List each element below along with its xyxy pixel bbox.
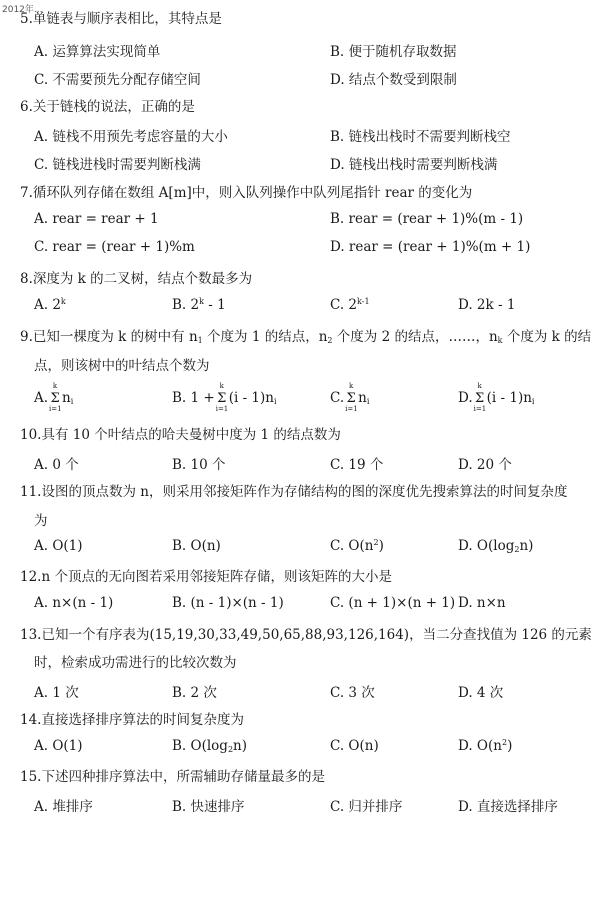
- sum-lower: i=1: [215, 405, 229, 413]
- summation-symbol: [215, 382, 229, 413]
- option-c[interactable]: C. (n + 1)×(n + 1): [330, 595, 456, 611]
- option-tail: n): [519, 538, 534, 554]
- option-a[interactable]: [34, 297, 66, 313]
- option-c[interactable]: C. 链栈进栈时需要判断栈满: [34, 157, 201, 173]
- question-13: [20, 624, 590, 646]
- question-stem: 关于链栈的说法，正确的是: [32, 99, 195, 115]
- question-number: 6.: [20, 99, 33, 115]
- options-row: [0, 153, 600, 175]
- sum-upper: k: [219, 382, 224, 390]
- summation-symbol: [345, 382, 358, 413]
- question-stem: 设图的顶点数为 n，则采用邻接矩阵作为存储结构的图的深度优先搜索算法的时间复杂度: [41, 484, 568, 500]
- option-a[interactable]: A. n×(n - 1): [34, 595, 114, 611]
- sum-lower: i=1: [49, 405, 62, 413]
- option-d[interactable]: [458, 382, 535, 413]
- question-stem: 已知一棵度为 k 的树中有 n: [32, 329, 198, 345]
- question-number: 9.: [20, 329, 33, 345]
- question-5: [20, 8, 590, 30]
- subscript: i: [70, 397, 74, 406]
- option-b[interactable]: [172, 382, 277, 413]
- question-stem: 单链表与顺序表相比，其特点是: [32, 11, 222, 27]
- summation-symbol: [473, 382, 487, 413]
- option-a[interactable]: A. O(1): [34, 738, 83, 754]
- question-stem: 具有 10 个叶结点的哈夫曼树中度为 1 的结点数为: [41, 427, 341, 443]
- question-stem: 时，检索成功需进行的比较次数为: [34, 655, 237, 671]
- option-c[interactable]: C. 19 个: [330, 457, 384, 473]
- options-row: [0, 453, 600, 475]
- superscript: 2: [501, 738, 508, 747]
- options-row: [0, 239, 600, 261]
- question-number: 13.: [20, 627, 42, 643]
- option-a[interactable]: A. 1 次: [34, 685, 79, 701]
- option-c[interactable]: [330, 297, 370, 313]
- summation-symbol: [49, 382, 62, 413]
- question-number: 7.: [20, 185, 33, 201]
- question-13-line2: [34, 652, 600, 674]
- option-d[interactable]: [458, 538, 533, 554]
- option-b[interactable]: B. rear = (rear + 1)%(m - 1): [330, 211, 524, 227]
- question-8: [20, 268, 590, 290]
- sum-upper: k: [477, 382, 482, 390]
- question-number: 12.: [20, 569, 42, 585]
- options-row: [0, 40, 600, 62]
- option-tail: n: [62, 390, 71, 406]
- question-14: [20, 709, 590, 731]
- option-c[interactable]: C. rear = (rear + 1)%m: [34, 239, 195, 255]
- question-stem: 点，则该树中的叶结点个数为: [34, 358, 210, 374]
- option-d[interactable]: D. rear = (rear + 1)%(m + 1): [330, 239, 531, 255]
- option-text: C.: [330, 390, 345, 406]
- option-text: D.: [458, 390, 473, 406]
- option-text: C. O(n: [330, 538, 374, 554]
- option-tail: (i - 1)n: [486, 390, 532, 406]
- options-row: [0, 125, 600, 147]
- option-b[interactable]: [172, 738, 247, 754]
- option-c[interactable]: C. 不需要预先分配存储空间: [34, 72, 201, 88]
- question-number: 11.: [20, 484, 42, 500]
- option-a[interactable]: A. rear = rear + 1: [34, 211, 159, 227]
- subscript: i: [531, 397, 535, 406]
- sum-lower: i=1: [473, 405, 487, 413]
- superscript: k: [199, 297, 204, 306]
- option-tail: ): [378, 538, 384, 554]
- option-text: B. 2: [172, 297, 200, 313]
- options-row: [0, 795, 600, 817]
- option-tail: - 1: [203, 297, 226, 313]
- question-stem: 个度为 2 的结点，……，n: [332, 329, 498, 345]
- option-d[interactable]: D. 2k - 1: [458, 297, 516, 313]
- option-c[interactable]: C. 3 次: [330, 685, 375, 701]
- subscript: i: [366, 397, 370, 406]
- option-text: D. O(n: [458, 738, 502, 754]
- question-12: [20, 566, 590, 588]
- option-tail: ): [507, 738, 513, 754]
- option-text: D. O(log: [458, 538, 515, 554]
- option-c[interactable]: C. O(n): [330, 738, 379, 754]
- question-7: [20, 182, 590, 204]
- options-row: [0, 538, 600, 560]
- sum-upper: k: [52, 382, 58, 390]
- question-number: 14.: [20, 712, 42, 728]
- options-row: [0, 68, 600, 90]
- subscript: 2: [514, 545, 520, 554]
- option-d[interactable]: [458, 738, 512, 754]
- option-text: A. 2: [34, 297, 61, 313]
- options-row: [0, 382, 600, 413]
- sum-sign: Σ: [50, 391, 60, 406]
- option-text: A.: [34, 390, 49, 406]
- question-stem: n 个顶点的无向图若采用邻接矩阵存储，则该矩阵的大小是: [41, 569, 392, 585]
- question-11-line2: [34, 510, 600, 532]
- option-a[interactable]: A. 堆排序: [34, 799, 93, 815]
- option-a[interactable]: A. 运算算法实现简单: [34, 44, 161, 60]
- option-b[interactable]: B. 10 个: [172, 457, 226, 473]
- question-number: 10.: [20, 427, 42, 443]
- question-11: [20, 481, 590, 503]
- superscript: 2: [373, 538, 379, 547]
- sum-sign: Σ: [475, 391, 485, 406]
- option-c[interactable]: C. 归并排序: [330, 799, 403, 815]
- sum-upper: k: [349, 382, 354, 390]
- option-b[interactable]: B. 链栈出栈时不需要判断栈空: [330, 129, 511, 145]
- subscript: 2: [227, 745, 234, 754]
- subscript: 2: [327, 336, 333, 345]
- option-d[interactable]: D. 直接选择排序: [458, 799, 558, 815]
- question-9: [20, 326, 590, 348]
- options-row: [0, 681, 600, 703]
- options-row: [0, 211, 600, 233]
- question-9-line2: [34, 355, 600, 377]
- question-10: [20, 424, 590, 446]
- option-c[interactable]: [330, 382, 370, 413]
- option-d[interactable]: D. 链栈出栈时需要判断栈满: [330, 157, 498, 173]
- option-d[interactable]: D. 结点个数受到限制: [330, 72, 457, 88]
- option-b[interactable]: B. (n - 1)×(n - 1): [172, 595, 284, 611]
- option-text: C. 2: [330, 297, 358, 313]
- option-tail: n: [358, 390, 367, 406]
- subscript: k: [497, 336, 503, 345]
- option-tail: (i - 1)n: [228, 390, 274, 406]
- sum-sign: Σ: [217, 391, 227, 406]
- question-stem: 个度为 1 的结点，n: [202, 329, 328, 345]
- question-stem: 已知一个有序表为(15,19,30,33,49,50,65,88,93,126,164)，当二分查找值为 126 的元素: [41, 627, 592, 643]
- options-row: [0, 297, 600, 319]
- option-b[interactable]: B. 便于随机存取数据: [330, 44, 457, 60]
- superscript: k: [60, 297, 66, 306]
- question-6: [20, 96, 590, 118]
- question-number: 8.: [20, 271, 33, 287]
- option-d[interactable]: D. n×n: [458, 595, 506, 611]
- option-a[interactable]: A. O(1): [34, 538, 83, 554]
- options-row: [0, 738, 600, 760]
- option-b[interactable]: B. O(n): [172, 538, 221, 554]
- option-b[interactable]: B. 2 次: [172, 685, 217, 701]
- question-stem: 为: [34, 513, 48, 529]
- option-b[interactable]: B. 快速排序: [172, 799, 245, 815]
- question-number: 5.: [20, 11, 33, 27]
- question-stem: 直接选择排序算法的时间复杂度为: [41, 712, 244, 728]
- option-a[interactable]: [34, 382, 74, 413]
- question-stem: 深度为 k 的二叉树，结点个数最多为: [32, 271, 253, 287]
- subscript: 1: [197, 336, 203, 345]
- superscript: k-1: [357, 297, 370, 306]
- option-d[interactable]: D. 4 次: [458, 685, 504, 701]
- sum-sign: Σ: [346, 391, 356, 406]
- question-stem: 个度为 k 的结: [502, 329, 592, 345]
- options-row: [0, 595, 600, 617]
- option-a[interactable]: A. 0 个: [34, 457, 79, 473]
- option-a[interactable]: A. 链栈不用预先考虑容量的大小: [34, 129, 228, 145]
- option-text: B. 1 +: [172, 390, 215, 406]
- scan-header: 2012年...: [2, 5, 43, 15]
- sum-lower: i=1: [345, 405, 358, 413]
- question-number: 15.: [20, 769, 42, 785]
- question-stem: 循环队列存储在数组 A[m]中，则入队列操作中队列尾指针 rear 的变化为: [32, 185, 473, 201]
- subscript: i: [273, 397, 277, 406]
- question-15: [20, 766, 590, 788]
- option-c[interactable]: [330, 538, 384, 554]
- question-stem: 下述四种排序算法中，所需辅助存储量最多的是: [41, 769, 325, 785]
- option-d[interactable]: D. 20 个: [458, 457, 512, 473]
- option-text: B. O(log: [172, 738, 228, 754]
- option-b[interactable]: [172, 297, 226, 313]
- option-tail: n): [233, 738, 247, 754]
